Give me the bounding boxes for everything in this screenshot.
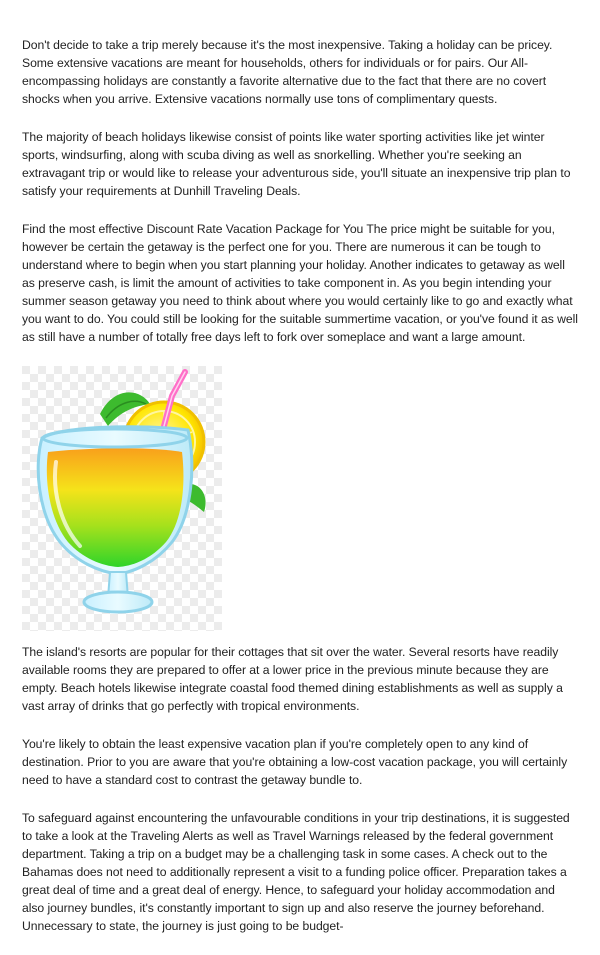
cocktail-illustration (22, 366, 222, 631)
paragraph-3: Find the most effective Discount Rate Vacation Package for You The price might be suitable for you, however be certain the getaway is the perfect one for you. There are numerous it can be tough to understand where to begin when you start planning your holiday. Another indicates to getaway as well as preserve cash, is limit the amount of activities to take component in. As you begin intending your summer season getaway you need to think about where you would certainly like to go and exactly what you want to do. You could still be looking for the suitable summertime vacation, or you've found it as well as still have a number of totally free days left to fork over someplace and want a large amount. (22, 222, 578, 344)
paragraph-6: To safeguard against encountering the unfavourable conditions in your trip destinations, it is suggested to take a look at the Traveling Alerts as well as Travel Warnings released by the federal government department. Taking a trip on a budget may be a challenging task in some cases. A check out to the Bahamas does not need to additionally represent a visit to a funding police officer. Preparation takes a great deal of time and a great deal of energy. Hence, to safeguard your holiday accommodation and also journey bundles, it's constantly important to sign up and also reserve the journey beforehand. Unnecessary to state, the journey is just going to be budget- (22, 811, 570, 933)
paragraph-4: The island's resorts are popular for their cottages that sit over the water. Several resorts have readily available rooms they are prepared to offer at a lower price in the previous minute because they are empty. Beach hotels likewise integrate coastal food themed dining establishments as well as supply a vast array of drinks that go perfectly with tropical environments. (22, 645, 563, 713)
tropical-cocktail-icon (22, 366, 222, 631)
paragraph-2: The majority of beach holidays likewise consist of points like water sporting activities like jet winter sports, windsurfing, along with scuba diving as well as snorkelling. Whether you're seeking an extravagant trip or would like to release your adventurous side, you'll situate an inexpensive trip plan to satisfy your requirements at Dunhill Traveling Deals. (22, 130, 571, 198)
article (22, 36, 580, 955)
paragraph-5: You're likely to obtain the least expensive vacation plan if you're completely open to any kind of destination. Prior to you are aware that you're obtaining a low-cost vacation package, you will certainly need to have a standard cost to contrast the getaway bundle to. (22, 737, 568, 787)
paragraph-1: Don't decide to take a trip merely because it's the most inexpensive. Taking a holiday can be pricey. Some extensive vacations are meant for households, others for individuals or for pairs. Our All-encompassing holidays are constantly a favorite alternative due to the fact that there are no covert shocks when you arrive. Extensive vacations normally use tons of complimentary quests. (22, 38, 553, 106)
